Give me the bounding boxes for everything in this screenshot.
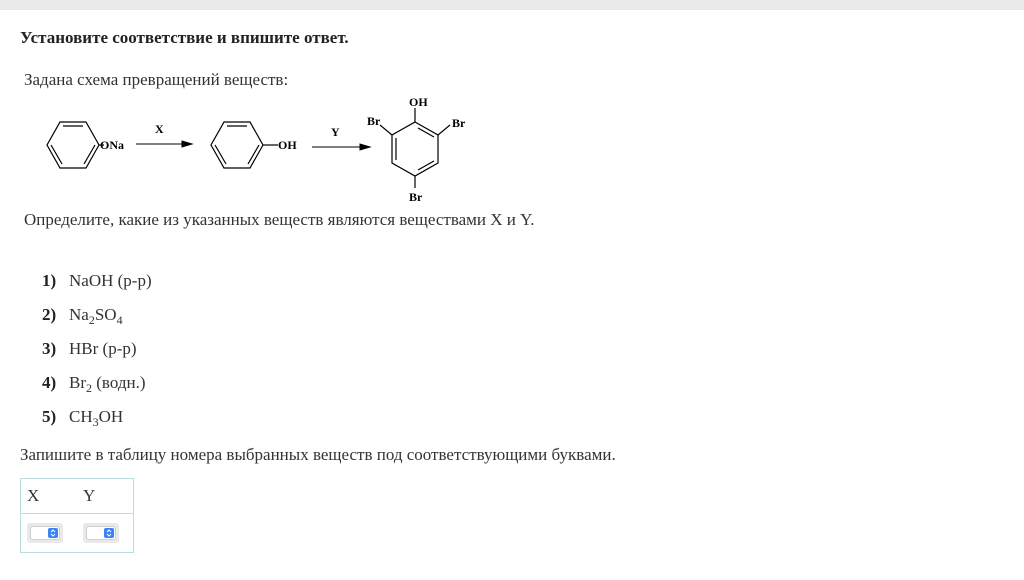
arrow-x: [136, 141, 192, 147]
option-number: 5): [42, 407, 57, 426]
option-5: [42, 404, 152, 438]
reagent-x-label: X: [155, 122, 164, 136]
substituent-ona: ONa: [100, 138, 124, 152]
reaction-scheme: [24, 88, 484, 210]
question-text: Определите, какие из указанных веществ являются веществами X и Y.: [24, 210, 535, 229]
option-formula-main: Na: [69, 305, 89, 324]
option-2: [42, 302, 152, 336]
option-number: 4): [42, 373, 57, 392]
option-subscript: 2: [86, 381, 92, 395]
option-subscript: 4: [116, 313, 123, 327]
reagent-y-label: Y: [331, 125, 340, 139]
top-bar: [0, 0, 1024, 10]
column-y-header: Y: [77, 479, 134, 514]
select-x-dropdown[interactable]: [27, 523, 63, 543]
option-formula-rest: OH: [98, 407, 124, 426]
product-oh: OH: [409, 95, 428, 109]
answer-table: [20, 478, 134, 553]
updown-chevron-icon[interactable]: [104, 528, 114, 538]
substituent-oh: OH: [278, 138, 297, 152]
product-br-right: Br: [452, 116, 466, 130]
answer-cell-y: [77, 514, 134, 553]
option-text: HBr (р-р): [69, 339, 137, 358]
tribromophenol-ring: [380, 108, 450, 188]
product-br-left: Br: [367, 114, 381, 128]
benzene-ring-2: [211, 122, 278, 168]
task-heading: Установите соответствие и впишите ответ.: [20, 28, 349, 47]
select-y-field[interactable]: [86, 526, 116, 540]
product-br-bottom: Br: [409, 190, 423, 204]
option-number: 1): [42, 271, 57, 290]
option-number: 3): [42, 339, 57, 358]
answer-table-row: [21, 514, 134, 553]
substances-list: [42, 268, 152, 438]
arrow-y: [312, 144, 370, 150]
option-1: [42, 268, 152, 302]
option-text: NaOH (р-р): [69, 271, 152, 290]
option-3: [42, 336, 152, 370]
option-4: [42, 370, 152, 404]
updown-chevron-icon[interactable]: [48, 528, 58, 538]
answer-cell-x: [21, 514, 78, 553]
option-formula-main: Br: [69, 373, 86, 392]
option-subscript: 3: [92, 415, 99, 429]
option-subscript: 2: [88, 313, 95, 327]
option-formula-rest: SO: [94, 305, 117, 324]
select-x-field[interactable]: [30, 526, 60, 540]
scheme-intro: Задана схема превращений веществ:: [24, 70, 289, 89]
benzene-ring-1: [47, 122, 104, 168]
answer-table-header: [21, 479, 134, 514]
option-number: 2): [42, 305, 57, 324]
instruction-text: Запишите в таблицу номера выбранных веществ под соответствующими буквами.: [20, 445, 616, 464]
column-x-header: X: [21, 479, 78, 514]
option-formula-main: CH: [69, 407, 93, 426]
select-y-dropdown[interactable]: [83, 523, 119, 543]
option-formula-rest: (водн.): [92, 373, 146, 392]
